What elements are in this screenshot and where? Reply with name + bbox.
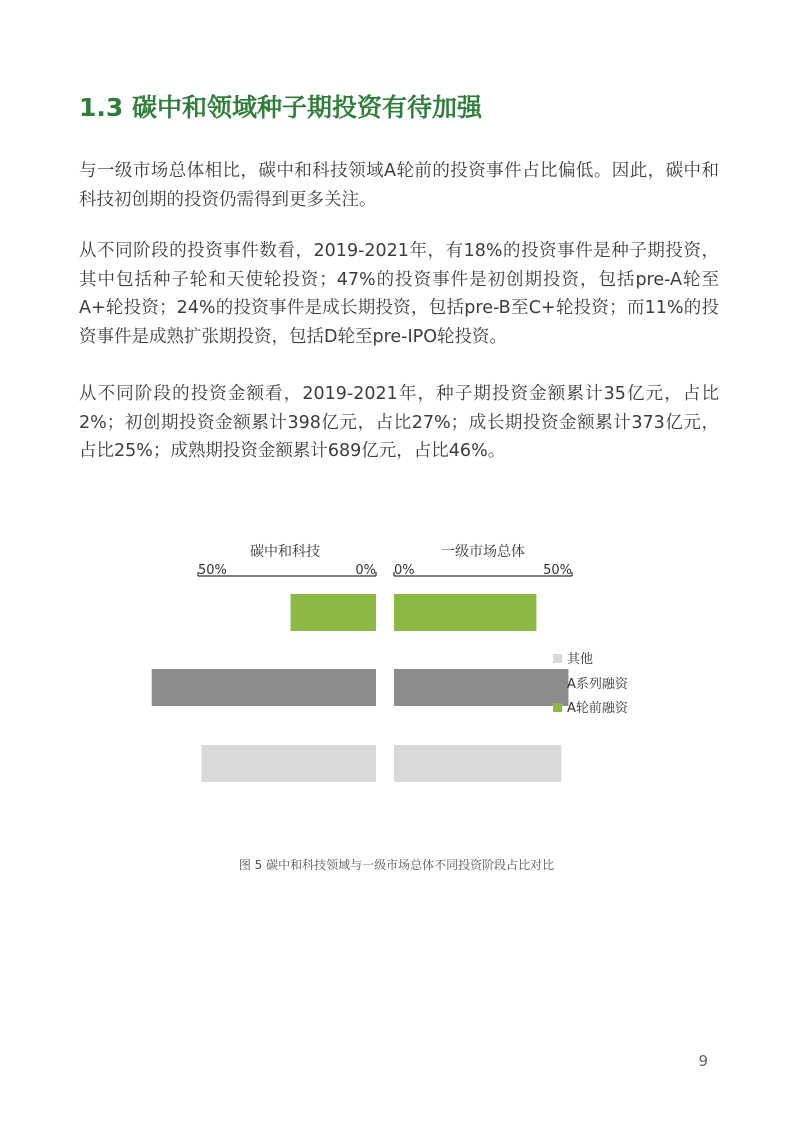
paragraph-3: 从不同阶段的投资金额看，2019-2021年，种子期投资金额累计35亿元，占比2%；初创期投资金额累计398亿元，占比27%；成长期投资金额累计373亿元，占比25%；成熟期投资金额累计689亿元，占比46%。 [79, 384, 719, 461]
left-bar-0 [291, 594, 376, 631]
right-tick-label-0: 0% [394, 563, 415, 578]
legend-label-0: 其他 [567, 652, 594, 667]
butterfly-bar-chart [0, 530, 793, 830]
figure-caption: 图 5 碳中和科技领域与一级市场总体不同投资阶段占比对比 [238, 858, 555, 872]
left-tick-label-0: 0% [355, 563, 376, 578]
legend-swatch-2 [553, 703, 562, 712]
legend-label-1: A系列融资 [567, 677, 628, 692]
left-bar-2 [202, 745, 376, 782]
page-number: 9 [698, 1052, 708, 1070]
left-panel-title: 碳中和科技 [250, 544, 320, 560]
right-bar-2 [394, 745, 561, 782]
legend-swatch-1 [553, 679, 562, 688]
left-bar-1 [152, 669, 376, 706]
paragraph-1: 与一级市场总体相比，碳中和科技领域A轮前的投资事件占比偏低。因此，碳中和科技初创期的投资仍需得到更多关注。 [79, 161, 719, 210]
right-bar-0 [394, 594, 536, 631]
legend-label-2: A轮前融资 [567, 701, 628, 716]
legend-swatch-0 [553, 654, 562, 663]
paragraph-2: 从不同阶段的投资事件数看，2019-2021年，有18%的投资事件是种子期投资，其中包括种子轮和天使轮投资；47%的投资事件是初创期投资，包括pre-A轮至A+轮投资；24%的投资事件是成长期投资，包括pre-B至C+轮投资；而11%的投资事件是成熟扩张期投资，包括D轮至pre-IPO轮投资。 [79, 241, 719, 347]
right-panel-title: 一级市场总体 [441, 544, 525, 560]
right-bar-1 [394, 669, 568, 706]
left-tick-label-50: 50% [198, 563, 227, 578]
section-heading: 1.3 碳中和领域种子期投资有待加强 [79, 93, 482, 122]
right-tick-label-50: 50% [543, 563, 572, 578]
